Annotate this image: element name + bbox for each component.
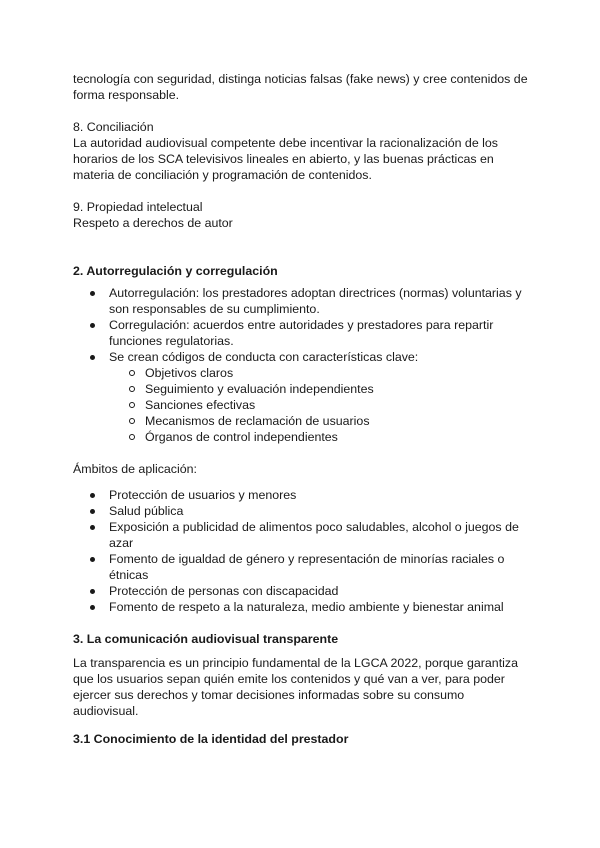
list-item: Fomento de igualdad de género y representación de minorías raciales o étnicas: [73, 551, 533, 583]
document-page: [73, 71, 533, 747]
section-8-title: 8. Conciliación: [73, 120, 154, 134]
section-9-title: 9. Propiedad intelectual: [73, 200, 203, 214]
list-item-text: Se crean códigos de conducta con características clave:: [109, 350, 419, 364]
section-3-body: La transparencia es un principio fundamental de la LGCA 2022, porque garantiza que los usuarios sepan quién emite los contenidos y qué van a ver, para poder ejercer sus derechos y tomar decisiones informadas sobre su consumo audiovisual.: [73, 656, 518, 718]
list-item: [73, 349, 533, 445]
section-8-body: La autoridad audiovisual competente debe incentivar la racionalización de los horarios de los SCA televisivos lineales en abierto, y las buenas prácticas en materia de conciliación y programación de contenidos.: [73, 136, 498, 182]
list-item: Corregulación: acuerdos entre autoridades y prestadores para repartir funciones regulatorias.: [73, 317, 533, 349]
list-item: Autorregulación: los prestadores adoptan directrices (normas) voluntarias y son responsables de su cumplimiento.: [73, 285, 533, 317]
list-item: Salud pública: [73, 503, 533, 519]
spacer: [73, 445, 533, 461]
spacer: [73, 231, 533, 263]
section-2-heading: 2. Autorregulación y corregulación: [73, 264, 278, 278]
sub-list-item: Objetivos claros: [109, 365, 533, 381]
list-item: Fomento de respeto a la naturaleza, medio ambiente y bienestar animal: [73, 599, 533, 615]
spacer: [73, 103, 533, 119]
sub-bullet-list: [109, 365, 533, 445]
sub-list-item: Seguimiento y evaluación independientes: [109, 381, 533, 397]
section-2-bullet-list: [73, 285, 533, 445]
sub-list-item: Mecanismos de reclamación de usuarios: [109, 413, 533, 429]
list-item: Exposición a publicidad de alimentos poco saludables, alcohol o juegos de azar: [73, 519, 533, 551]
intro-paragraph: tecnología con seguridad, distinga noticias falsas (fake news) y cree contenidos de forma responsable.: [73, 72, 528, 102]
list-item: Protección de personas con discapacidad: [73, 583, 533, 599]
section-9-body: Respeto a derechos de autor: [73, 216, 233, 230]
spacer: [73, 719, 533, 731]
ambitos-list: [73, 487, 533, 615]
spacer: [73, 615, 533, 631]
section-3-1-heading: 3.1 Conocimiento de la identidad del prestador: [73, 732, 349, 746]
section-3-heading: 3. La comunicación audiovisual transparente: [73, 632, 339, 646]
ambitos-label: Ámbitos de aplicación:: [73, 462, 197, 476]
spacer: [73, 647, 533, 655]
sub-list-item: Sanciones efectivas: [109, 397, 533, 413]
spacer: [73, 183, 533, 199]
sub-list-item: Órganos de control independientes: [109, 429, 533, 445]
list-item: Protección de usuarios y menores: [73, 487, 533, 503]
